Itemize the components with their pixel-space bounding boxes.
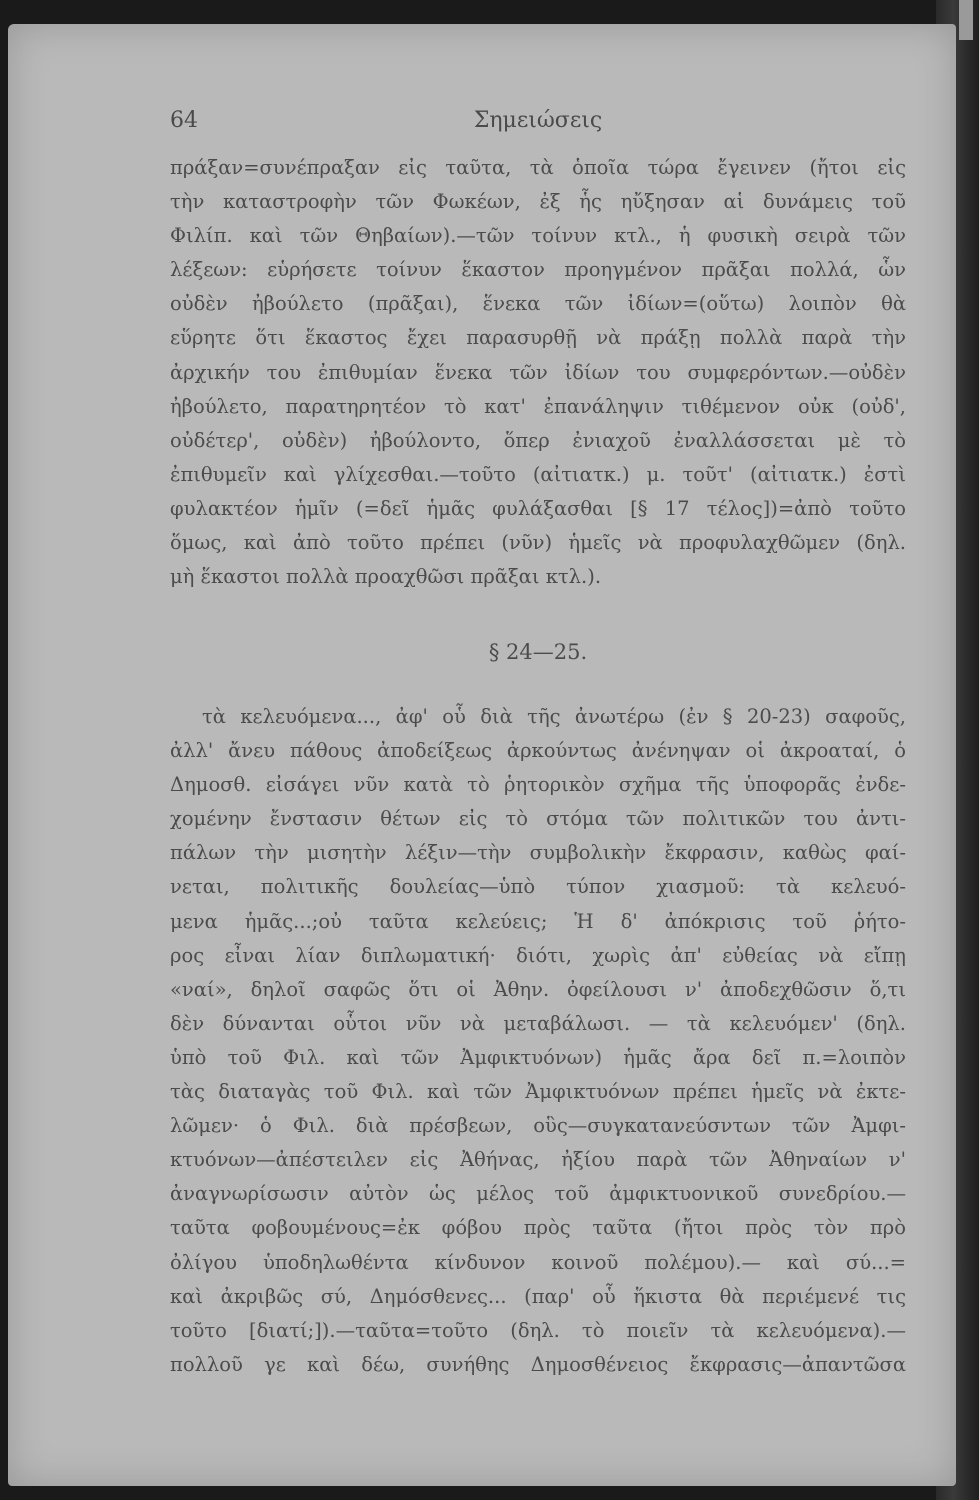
page-number: 64: [170, 108, 198, 133]
running-title: Σημειώσεις: [473, 108, 603, 133]
text-line: πάλων τὴν μισητὴν λέξιν—τὴν συμβολικὴν ἔκφρασιν, καθὼς φαί-: [170, 841, 906, 865]
text-line: νεται, πολιτικῆς δουλείας—ὑπὸ τύπον χιασμοῦ: τὰ κελευό-: [170, 875, 906, 899]
text-line: ἀρχικήν του ἐπιθυμίαν ἕνεκα τῶν ἰδίων του συμφερόντων.—οὐδὲν: [170, 360, 906, 384]
text-line: Φιλίπ. καὶ τῶν Θηβαίων).—τῶν τοίνυν κτλ., ἡ φυσικὴ σειρὰ τῶν: [170, 224, 906, 248]
text-line: χομένην ἔνστασιν θέτων εἰς τὸ στόμα τῶν πολιτικῶν του ἀντι-: [170, 807, 906, 831]
text-line: πολλοῦ γε καὶ δέω, συνήθης Δημοσθένειος ἔκφρασις—ἀπαντῶσα: [170, 1352, 906, 1376]
text-line: Δημοσθ. εἰσάγει νῦν κατὰ τὸ ῥητορικὸν σχῆμα τῆς ὑποφορᾶς ἐνδε-: [170, 773, 906, 797]
text-line: «ναί», δηλοῖ σαφῶς ὅτι οἱ Ἀθην. ὀφείλουσι ν' ἀποδεχθῶσιν ὅ,τι: [170, 977, 906, 1001]
text-line: δὲν δύνανται οὗτοι νῦν νὰ μεταβάλωσι. — τὰ κελευόμεν' (δηλ.: [170, 1011, 906, 1035]
text-line: τὴν καταστροφὴν τῶν Φωκέων, ἐξ ἧς ηὔξησαν αἱ δυνάμεις τοῦ: [170, 190, 906, 214]
text-line: ὑπὸ τοῦ Φιλ. καὶ τῶν Ἀμφικτυόνων) ἡμᾶς ἄρα δεῖ π.=λοιπὸν: [170, 1045, 906, 1069]
text-line: λέξεων: εὑρήσετε τοίνυν ἕκαστον προηγμένον πρᾶξαι πολλά, ὧν: [170, 258, 906, 282]
text-line: τὰ κελευόμενα..., ἀφ' οὗ διὰ τῆς ἀνωτέρω (ἐν § 20-23) σαφοῦς,: [202, 705, 906, 728]
text-line: ἐπιθυμεῖν καὶ γλίχεσθαι.—τοῦτο (αἰτιατκ.) μ. τοῦτ' (αἰτιατκ.) ἐστὶ: [170, 462, 906, 486]
text-line: ἠβούλετο, παρατηρητέον τὸ κατ' ἐπανάληψιν τιθέμενον οὐκ (οὐδ',: [170, 394, 906, 418]
edge-marker: [959, 0, 973, 40]
text-line: ἀναγνωρίσωσιν αὐτὸν ὡς μέλος τοῦ ἀμφικτυονικοῦ συνεδρίου.—: [170, 1182, 906, 1206]
text-line: ὀλίγου ὑποδηλωθέντα κίνδυνον κοινοῦ πολέμου).— καὶ σύ...=: [170, 1250, 906, 1274]
text-line: κτυόνων—ἀπέστειλεν εἰς Ἀθήνας, ἠξίου παρὰ τῶν Ἀθηναίων ν': [170, 1148, 906, 1172]
section-heading: § 24—25.: [488, 640, 588, 664]
text-line: οὐδὲν ἠβούλετο (πρᾶξαι), ἕνεκα τῶν ἰδίων=(οὕτω) λοιπὸν θὰ: [170, 292, 906, 316]
text-line: πράξαν=συνέπραξαν εἰς ταῦτα, τὰ ὁποῖα τώρα ἔγεινεν (ἤτοι εἰς: [170, 156, 906, 179]
text-line: τὰς διαταγὰς τοῦ Φιλ. καὶ τῶν Ἀμφικτυόνων πρέπει ἡμεῖς νὰ ἐκτε-: [170, 1080, 906, 1104]
text-line: οὐδέτερ', οὐδὲν) ἠβούλοντο, ὅπερ ἐνιαχοῦ ἐναλλάσσεται μὲ τὸ: [170, 428, 906, 452]
text-line: μενα ἡμᾶς...;οὐ ταῦτα κελεύεις; Ἡ δ' ἀπόκρισις τοῦ ῥήτο-: [170, 909, 906, 933]
text-line: λῶμεν· ὁ Φιλ. διὰ πρέσβεων, οὓς—συγκατανεύσντων τῶν Ἀμφι-: [170, 1114, 906, 1138]
page-header: [170, 108, 906, 138]
paragraph-section-24-25: [170, 700, 906, 1382]
text-line: ἀλλ' ἄνευ πάθους ἀποδείξεως ἀρκούντως ἀνένηψαν οἱ ἀκροαταί, ὁ: [170, 739, 906, 763]
text-line: εὕρητε ὅτι ἕκαστος ἔχει παρασυρθῇ νὰ πράξῃ πολλὰ παρὰ τὴν: [170, 326, 906, 350]
text-line: τοῦτο [διατί;]).—ταῦτα=τοῦτο (δηλ. τὸ ποιεῖν τὰ κελευόμενα).—: [170, 1318, 906, 1342]
text-line: ρος εἶναι λίαν διπλωματική· διότι, χωρὶς ἀπ' εὐθείας νὰ εἴπῃ: [170, 943, 906, 967]
text-line: καὶ ἀκριβῶς σύ, Δημόσθενες... (παρ' οὗ ἥκιστα θὰ περιέμενέ τις: [170, 1284, 906, 1308]
text-line: ὅμως, καὶ ἀπὸ τοῦτο πρέπει (νῦν) ἡμεῖς νὰ προφυλαχθῶμεν (δηλ.: [170, 531, 906, 555]
text-line: μὴ ἕκαστοι πολλὰ προαχθῶσι πρᾶξαι κτλ.).: [170, 565, 602, 589]
paragraph-notes-top: [170, 151, 906, 594]
text-line: φυλακτέον ἡμῖν (=δεῖ ἡμᾶς φυλάξασθαι [§ 17 τέλος])=ἀπὸ τοῦτο: [170, 496, 906, 520]
text-line: ταῦτα φοβουμένους=ἐκ φόβου πρὸς ταῦτα (ἤτοι πρὸς τὸν πρὸ: [170, 1216, 906, 1240]
